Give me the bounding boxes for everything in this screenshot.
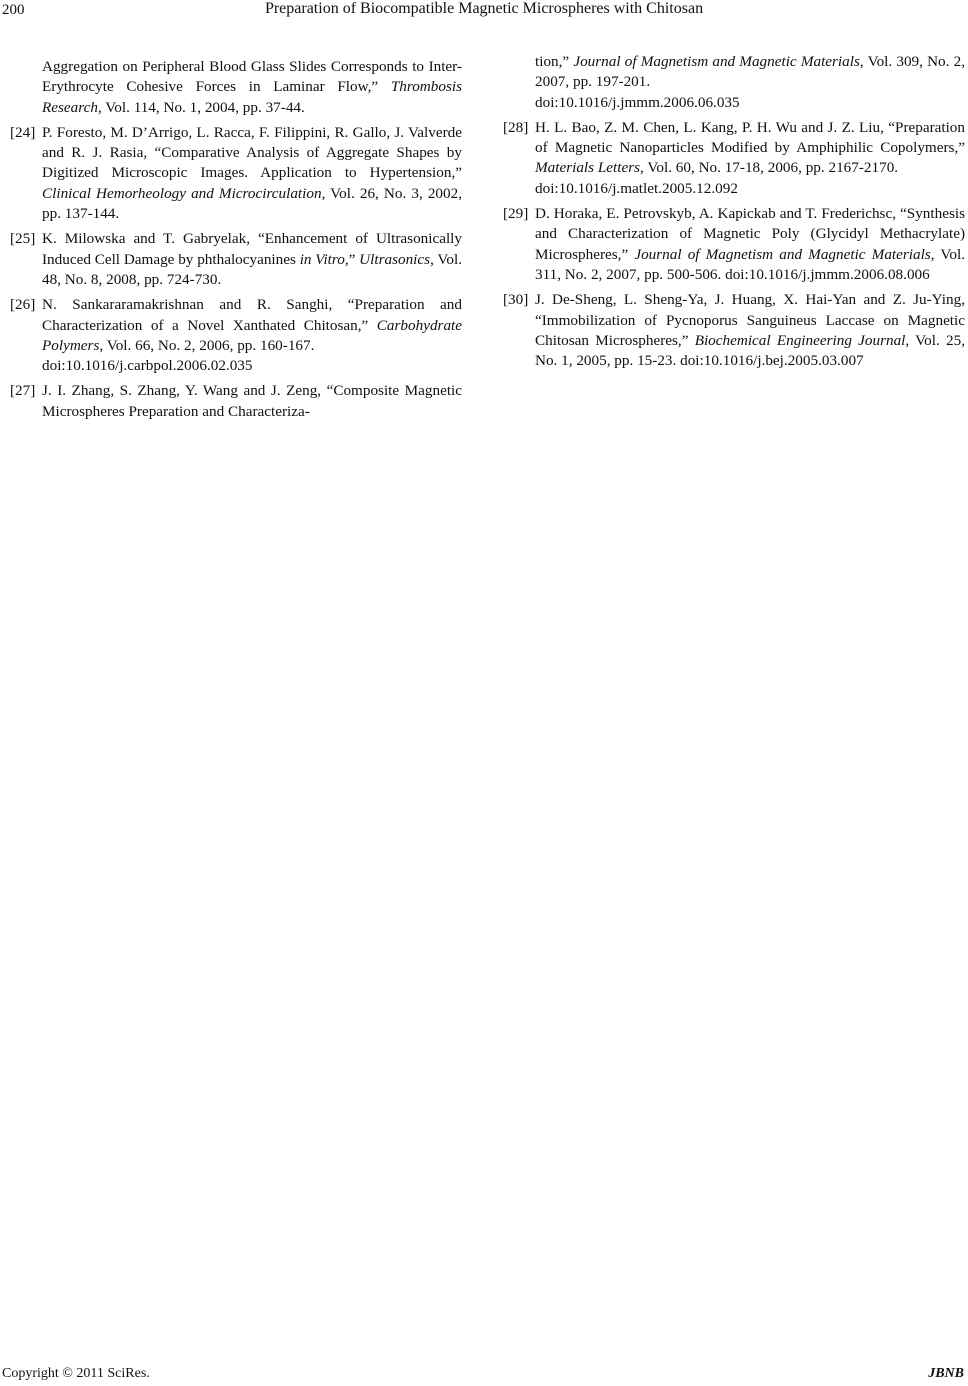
ref-text: K. Milowska and T. Gabryelak, “Enhancement of Ultrasonically Induced Cell Damage by phthalocyanines	[42, 230, 462, 268]
journal-name: Clinical Hemorheology and Microcirculation	[42, 184, 322, 202]
reference-26	[10, 295, 462, 376]
doi-link[interactable]: doi:10.1016/j.carbpol.2006.02.035	[42, 357, 253, 375]
reference-29	[503, 204, 965, 285]
reference-number: [28]	[503, 118, 529, 136]
ref-text: P. Foresto, M. D’Arrigo, L. Racca, F. Filippini, R. Gallo, J. Valverde and R. J. Rasia, “Comparative Analysis of Aggregate Shapes by Digitized Microscopic Images. Application to Hypertension,”	[42, 123, 462, 182]
reference-continuation	[503, 52, 965, 113]
ref-text: ,”	[344, 250, 360, 268]
journal-name: Journal of Magnetism and Magnetic Materials	[573, 53, 860, 70]
italic-term: in Vitro	[299, 250, 345, 268]
journal-name: Thrombosis Research	[42, 78, 462, 116]
ref-details: , Vol. 26, No. 3, 2002, pp. 137-144.	[42, 184, 463, 223]
reference-28	[503, 118, 965, 199]
page-header	[0, 0, 968, 28]
reference-number: [30]	[503, 291, 529, 309]
ref-text: J. De-Sheng, L. Sheng-Ya, J. Huang, X. Hai-Yan and Z. Ju-Ying, “Immobilization of Pycnoporus Sanguineus Laccase on Magnetic Chitosan Microspheres,”	[535, 291, 965, 349]
ref-details: , Vol. 114, No. 1, 2004, pp. 37-44.	[97, 98, 305, 116]
reference-30	[503, 290, 965, 371]
right-column	[503, 52, 965, 376]
running-title: Preparation of Biocompatible Magnetic Microspheres with Chitosan	[264, 0, 704, 17]
journal-name: Ultrasonics	[359, 250, 431, 268]
ref-details: , Vol. 311, No. 2, 2007, pp. 500-506. doi:10.1016/j.jmmm.2006.08.006	[535, 245, 966, 283]
journal-name: Journal of Magnetism and Magnetic Materials	[634, 245, 931, 263]
ref-text: D. Horaka, E. Petrovskyb, A. Kapickab and T. Frederichsc, “Synthesis and Characterization of Magnetic Poly (Glycidyl Methacrylate) Microspheres,”	[535, 205, 965, 263]
ref-text: J. I. Zhang, S. Zhang, Y. Wang and J. Zeng, “Composite Magnetic Microspheres Preparation and Characteriza-	[42, 382, 462, 420]
reference-27	[10, 381, 462, 422]
page-number: 200	[2, 2, 25, 18]
reference-24	[10, 123, 462, 224]
ref-details: , Vol. 309, No. 2, 2007, pp. 197-201.	[535, 53, 966, 91]
ref-text: Aggregation on Peripheral Blood Glass Slides Corresponds to Inter-Erythrocyte Cohesive Forces in Laminar Flow,”	[42, 58, 462, 96]
reference-number: [24]	[10, 123, 36, 141]
ref-details: , Vol. 48, No. 8, 2008, pp. 724-730.	[42, 250, 463, 288]
reference-number: [29]	[503, 205, 529, 223]
journal-name: Biochemical Engineering Journal	[694, 331, 906, 349]
doi-link[interactable]: doi:10.1016/j.matlet.2005.12.092	[535, 179, 738, 197]
journal-name: Carbohydrate Polymers	[42, 316, 462, 354]
ref-text: tion,”	[535, 53, 574, 70]
journal-abbreviation: JBNB	[928, 1366, 964, 1381]
doi-link[interactable]: doi:10.1016/j.jmmm.2006.06.035	[535, 93, 740, 111]
ref-details: , Vol. 60, No. 17-18, 2006, pp. 2167-2170.	[640, 159, 899, 177]
left-column	[10, 57, 462, 427]
copyright-notice: Copyright © 2011 SciRes.	[2, 1366, 150, 1381]
ref-details: , Vol. 25, No. 1, 2005, pp. 15-23. doi:10.1016/j.bej.2005.03.007	[535, 331, 966, 370]
reference-number: [26]	[10, 296, 36, 314]
reference-number: [27]	[10, 382, 36, 400]
reference-number: [25]	[10, 230, 36, 248]
reference-25	[10, 229, 462, 290]
ref-text: H. L. Bao, Z. M. Chen, L. Kang, P. H. Wu and J. Z. Liu, “Preparation of Magnetic Nanoparticles Modified by Amphiphilic Copolymers,”	[535, 118, 965, 157]
ref-text: N. Sankararamakrishnan and R. Sanghi, “Preparation and Characterization of a Novel Xanthated Chitosan,”	[42, 296, 462, 334]
ref-details: , Vol. 66, No. 2, 2006, pp. 160-167.	[99, 336, 315, 354]
journal-name: Materials Letters	[535, 159, 641, 177]
reference-continuation	[10, 57, 462, 118]
